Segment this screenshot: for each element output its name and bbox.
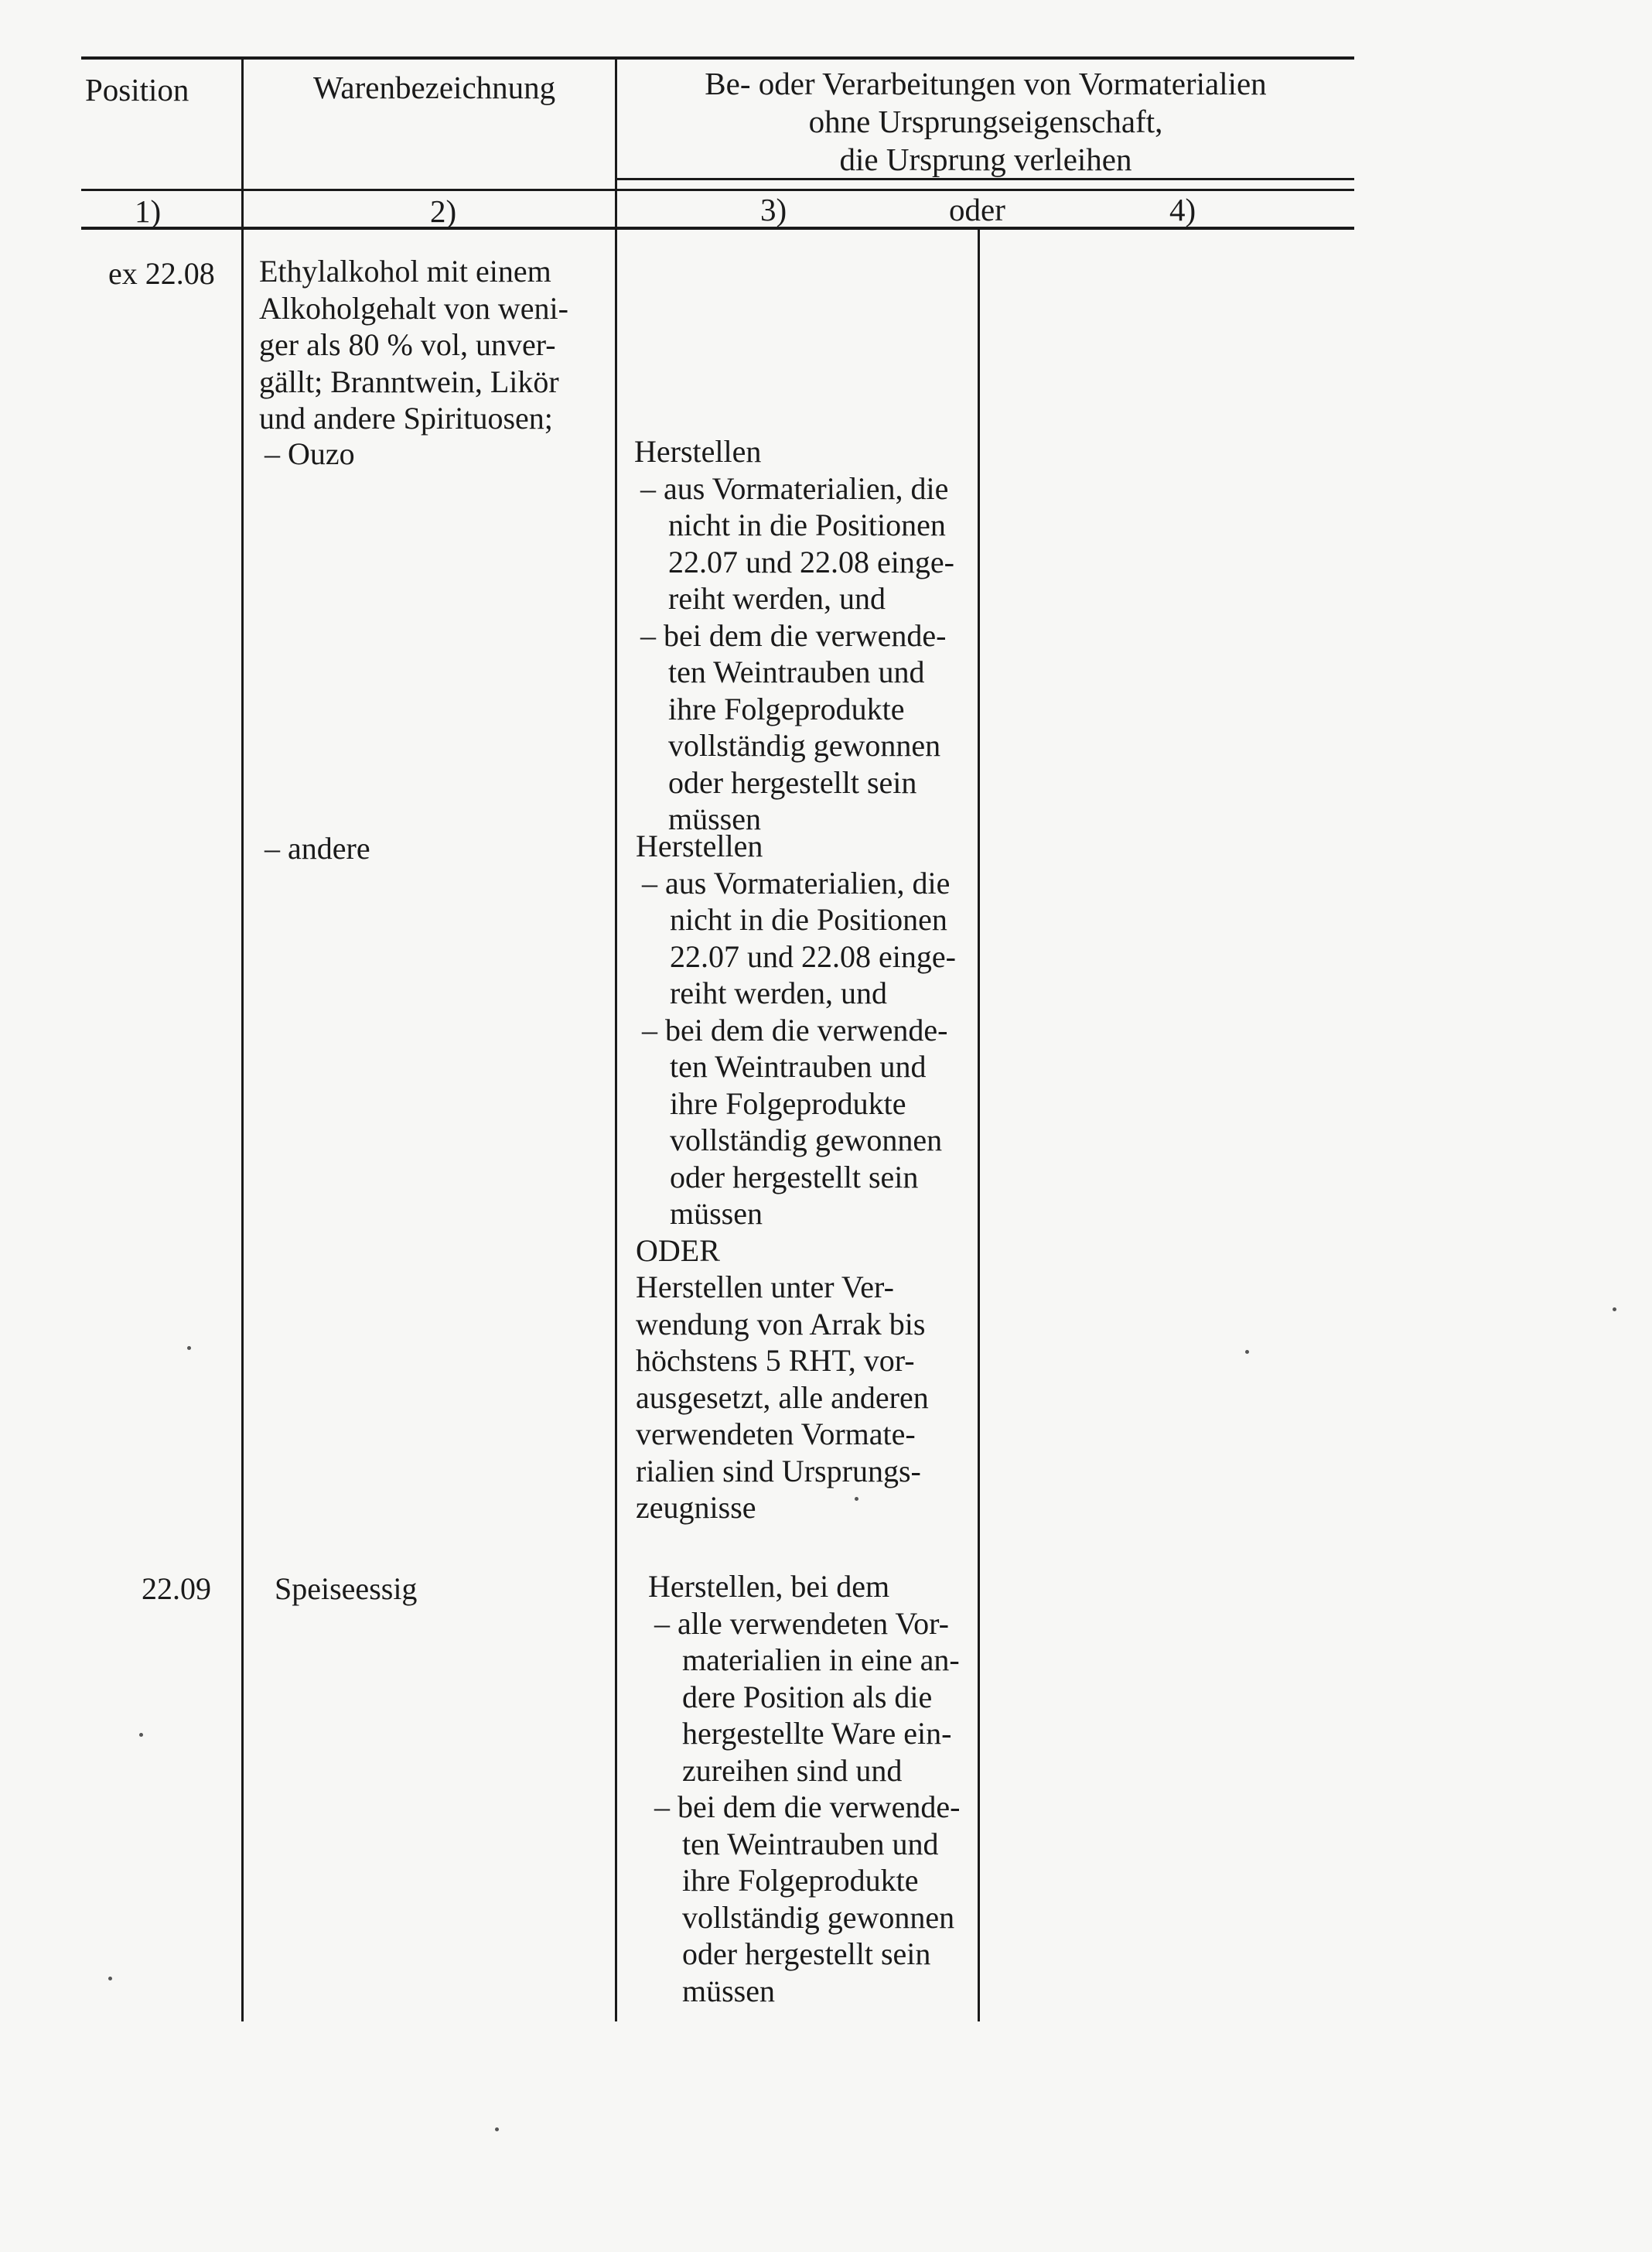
scan-speck <box>108 1977 112 1980</box>
rule-line: müssen <box>682 1973 775 2008</box>
sub-item-ouzo: – Ouzo <box>265 436 355 471</box>
rule-line: müssen <box>670 1196 763 1231</box>
description-line: ger als 80 % vol, unver- <box>259 327 556 362</box>
column-number-3: 3) <box>760 192 787 227</box>
rule-line: nicht in die Positionen <box>668 507 946 542</box>
header-description: Warenbezeichnung <box>313 70 556 105</box>
scan-speck <box>855 1497 858 1501</box>
rule-line: Herstellen <box>636 829 763 863</box>
header-bottom-rule <box>81 189 1354 191</box>
rule-line: ten Weintrauben und <box>670 1049 927 1084</box>
rule-line-oder: ODER <box>636 1232 720 1268</box>
rule-line: – aus Vormaterialien, die <box>642 865 951 900</box>
rule-speiseessig <box>648 1568 977 2009</box>
column-number-2: 2) <box>430 193 457 229</box>
description-line: Alkoholgehalt von weni- <box>259 290 568 326</box>
column-number-4: 4) <box>1169 192 1196 227</box>
row-description-speiseessig: Speiseessig <box>275 1571 418 1606</box>
rule-line: ihre Folgeprodukte <box>668 691 905 726</box>
rule-line: – bei dem die verwende- <box>654 1789 961 1824</box>
rule-line: vollständig gewonnen <box>668 728 941 763</box>
scan-speck <box>1613 1307 1616 1311</box>
rule-line: ihre Folgeprodukte <box>670 1085 906 1121</box>
rule-line: – bei dem die verwende- <box>642 1012 948 1047</box>
row-position-ex-22-08: ex 22.08 <box>108 256 215 291</box>
column-divider-1 <box>241 56 244 2021</box>
rule-line: reiht werden, und <box>668 581 886 616</box>
rule-line: nicht in die Positionen <box>670 902 947 937</box>
column-divider-2 <box>615 56 617 2021</box>
scan-speck <box>495 2127 499 2131</box>
rule-line: ausgesetzt, alle anderen <box>636 1379 929 1415</box>
rule-line: 22.07 und 22.08 einge- <box>668 544 954 579</box>
rule-line: wendung von Arrak bis <box>636 1306 926 1341</box>
scan-speck <box>187 1346 191 1350</box>
rule-line: – alle verwendeten Vor- <box>654 1605 949 1641</box>
scan-speck <box>1245 1350 1249 1354</box>
rule-line: ihre Folgeprodukte <box>682 1863 919 1898</box>
rule-line: ten Weintrauben und <box>668 654 925 689</box>
table-top-rule <box>81 56 1354 60</box>
description-line: gällt; Branntwein, Likör <box>259 364 559 399</box>
rule-line: – aus Vormaterialien, die <box>640 470 949 506</box>
description-line: Ethylalkohol mit einem <box>259 254 551 289</box>
header-processing-line-3: die Ursprung verleihen <box>839 142 1132 177</box>
sub-item-andere: – andere <box>265 831 370 866</box>
description-line: und andere Spirituosen; <box>259 401 553 436</box>
rule-line: oder hergestellt sein <box>668 764 917 800</box>
rule-line: oder hergestellt sein <box>670 1159 919 1194</box>
column-number-oder: oder <box>949 192 1005 227</box>
header-processing-line-1: Be- oder Verarbeitungen von Vormaterialien <box>705 66 1267 101</box>
column-number-1: 1) <box>135 193 162 229</box>
rule-line: ten Weintrauben und <box>682 1826 939 1861</box>
column-number-rule <box>81 227 1354 230</box>
rule-andere <box>636 828 976 1526</box>
rule-line: vollständig gewonnen <box>682 1899 955 1935</box>
rule-line: dere Position als die <box>682 1679 933 1714</box>
rule-line: reiht werden, und <box>670 976 888 1010</box>
header-position: Position <box>85 72 189 108</box>
header-processing-line-2: ohne Ursprungseigenschaft, <box>808 104 1163 139</box>
rule-line: höchstens 5 RHT, vor- <box>636 1343 915 1378</box>
rule-line: – bei dem die verwende- <box>640 617 947 653</box>
rule-line: zeugnisse <box>636 1490 756 1525</box>
column-divider-3 <box>978 229 980 2021</box>
rule-line: Herstellen <box>634 434 762 469</box>
rule-line: oder hergestellt sein <box>682 1936 931 1971</box>
rule-line: Herstellen unter Ver- <box>636 1270 894 1304</box>
scan-speck <box>139 1733 143 1737</box>
rule-line: vollständig gewonnen <box>670 1123 943 1157</box>
rule-line: materialien in eine an- <box>682 1642 960 1677</box>
rule-line: verwendeten Vormate- <box>636 1416 916 1451</box>
rule-line: zureihen sind und <box>682 1752 903 1788</box>
rule-line: Herstellen, bei dem <box>648 1569 890 1604</box>
rule-ouzo <box>634 433 974 838</box>
header-rule-col3 <box>615 178 1354 180</box>
row-position-22-09: 22.09 <box>142 1571 211 1606</box>
rule-line: rialien sind Ursprungs- <box>636 1453 921 1488</box>
rule-line: 22.07 und 22.08 einge- <box>670 938 956 974</box>
row-description-ethylalkohol <box>259 253 593 437</box>
rule-line: hergestellte Ware ein- <box>682 1716 952 1751</box>
rule-line: müssen <box>668 801 761 836</box>
